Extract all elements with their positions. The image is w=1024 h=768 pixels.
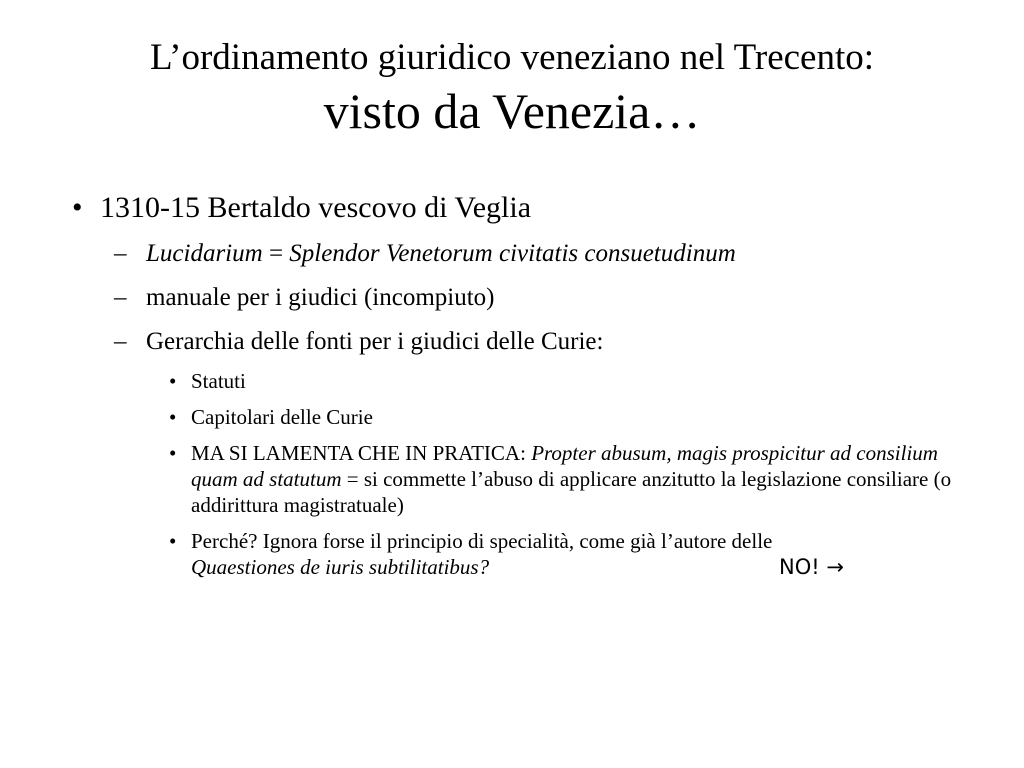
quaestiones-line	[191, 554, 489, 580]
bullet-marker: •	[169, 369, 177, 393]
sub-bullet-text: Gerarchia delle fonti per i giudici delle Curie:	[146, 328, 604, 355]
sub-bullet-lucidarium	[72, 238, 972, 270]
lucidarium-title: Lucidarium	[146, 240, 263, 267]
list-item-lamenta	[72, 440, 971, 518]
quaestiones-title: Quaestiones de iuris subtilitatibus?	[191, 555, 490, 579]
bullet-main-text: 1310-15 Bertaldo vescovo di Veglia	[100, 191, 532, 224]
no-arrow-label: NO! →	[779, 555, 844, 579]
sub-bullet-gerarchia	[72, 326, 972, 358]
bullet-marker: •	[72, 191, 83, 224]
dash-marker: –	[114, 284, 127, 311]
sub-bullet-text: manuale per i giudici (incompiuto)	[146, 284, 495, 311]
lamenta-suffix: = si commette l’abuso di applicare anzitutto la legislazione consiliare (o addirittura magistratuale)	[191, 467, 952, 517]
splendor-title: Splendor Venetorum civitatis consuetudinum	[289, 240, 736, 267]
dash-marker: –	[114, 240, 127, 267]
bullet-main	[72, 188, 972, 228]
list-item-statuti	[72, 368, 971, 394]
title-line-1: L’ordinamento giuridico veneziano nel Trecento:	[149, 37, 875, 78]
list-item-perche	[72, 528, 971, 580]
perche-prefix: Perché? Ignora forse il principio di specialità, come già l’autore delle	[191, 529, 773, 553]
bullet-marker: •	[169, 441, 177, 465]
dash-marker: –	[114, 328, 127, 355]
list-item-text: Statuti	[191, 369, 246, 393]
list-item-capitolari	[72, 404, 971, 430]
slide-title	[0, 36, 1024, 141]
sub-bullet-manuale	[72, 282, 972, 314]
lamenta-prefix: MA SI LAMENTA CHE IN PRATICA:	[191, 441, 532, 465]
slide-content	[72, 188, 972, 580]
equals-sign: =	[262, 240, 290, 267]
bullet-marker: •	[169, 529, 177, 553]
bullet-marker: •	[169, 405, 177, 429]
propter-quote: Propter abusum, magis prospicitur ad consilium quam ad statutum	[191, 441, 938, 491]
title-line-2: visto da Venezia…	[323, 82, 701, 139]
list-item-text: Capitolari delle Curie	[191, 405, 373, 429]
